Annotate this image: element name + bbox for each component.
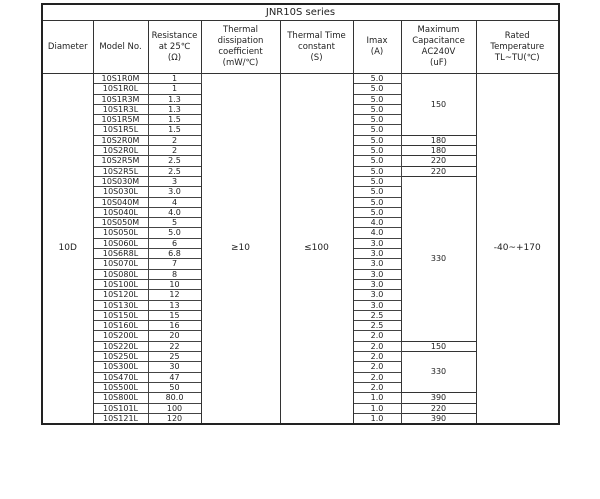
table-body [42,74,559,425]
resistance-cell: 3.0 [148,187,201,197]
imax-cell: 5.0 [353,135,401,145]
imax-cell: 3.0 [353,238,401,248]
model-cell: 10S121L [93,413,148,424]
header-time-constant [280,21,353,74]
header-line: Temperature [490,41,545,52]
dissipation-cell: ≥10 [201,74,280,425]
header-diameter: Diameter [42,21,93,74]
header-line: (S) [310,52,323,63]
resistance-cell: 1 [148,84,201,94]
model-cell: 10S800L [93,393,148,403]
resistance-cell: 16 [148,321,201,331]
header-imax [353,21,401,74]
header-model: Model No. [93,21,148,74]
resistance-cell: 5.0 [148,228,201,238]
imax-cell: 5.0 [353,115,401,125]
header-line: Thermal [222,25,258,35]
model-cell: 10S100L [93,279,148,289]
model-cell: 10S080L [93,269,148,279]
model-cell: 10S050L [93,228,148,238]
header-resistance [148,21,201,74]
model-cell: 10S1R5M [93,115,148,125]
resistance-cell: 1.5 [148,125,201,135]
model-cell: 10S050M [93,218,148,228]
capacitance-cell: 330 [401,352,476,393]
header-line: Maximum [417,25,460,35]
header-line: Rated [504,30,530,41]
resistance-cell: 4 [148,197,201,207]
imax-cell: 2.0 [353,372,401,382]
model-cell: 10S300L [93,362,148,372]
imax-cell: 2.0 [353,382,401,392]
imax-cell: 5.0 [353,156,401,166]
model-cell: 10S070L [93,259,148,269]
table-row [42,74,559,84]
capacitance-cell: 220 [401,156,476,166]
resistance-cell: 25 [148,352,201,362]
capacitance-cell: 150 [401,341,476,351]
model-cell: 10S6R8L [93,249,148,259]
header-line: (A) [370,47,384,57]
model-cell: 10S500L [93,382,148,392]
resistance-cell: 2 [148,135,201,145]
capacitance-cell: 390 [401,413,476,424]
time-constant-cell: ≤100 [280,74,353,425]
resistance-cell: 2.5 [148,166,201,176]
header-line: coefficient [218,47,263,57]
diameter-cell: 10D [42,74,93,425]
model-cell: 10S250L [93,352,148,362]
resistance-cell: 120 [148,413,201,424]
imax-cell: 5.0 [353,104,401,114]
rated-temperature-cell: -40~+170 [476,74,559,425]
resistance-cell: 6 [148,238,201,248]
imax-cell: 2.0 [353,352,401,362]
resistance-cell: 2.5 [148,156,201,166]
resistance-cell: 2 [148,146,201,156]
header-line: dissipation [217,36,264,46]
resistance-cell: 1.5 [148,115,201,125]
model-cell: 10S2R5M [93,156,148,166]
header-line: Resistance [151,30,198,41]
imax-cell: 5.0 [353,166,401,176]
resistance-cell: 30 [148,362,201,372]
resistance-cell: 1.3 [148,104,201,114]
resistance-cell: 10 [148,279,201,289]
imax-cell: 5.0 [353,197,401,207]
imax-cell: 5.0 [353,146,401,156]
header-row [42,21,559,74]
header-line: Capacitance [412,36,465,46]
imax-cell: 4.0 [353,228,401,238]
imax-cell: 5.0 [353,84,401,94]
header-line: (uF) [430,58,447,68]
model-cell: 10S1R3M [93,94,148,104]
imax-cell: 2.5 [353,321,401,331]
capacitance-cell: 390 [401,393,476,403]
resistance-cell: 1.3 [148,94,201,104]
model-cell: 10S2R0M [93,135,148,145]
resistance-cell: 6.8 [148,249,201,259]
resistance-cell: 80.0 [148,393,201,403]
resistance-cell: 12 [148,290,201,300]
imax-cell: 3.0 [353,300,401,310]
imax-cell: 2.0 [353,341,401,351]
capacitance-cell: 220 [401,403,476,413]
model-cell: 10S060L [93,238,148,248]
model-cell: 10S120L [93,290,148,300]
header-line: AC240V [421,47,456,57]
imax-cell: 5.0 [353,74,401,84]
resistance-cell: 15 [148,310,201,320]
header-line: at 25℃ [158,41,191,52]
capacitance-cell: 180 [401,135,476,145]
header-line: (mW/℃) [222,58,259,68]
jnr10s-spec-table [41,3,560,425]
resistance-cell: 1 [148,74,201,84]
model-cell: 10S040M [93,197,148,207]
imax-cell: 5.0 [353,207,401,217]
imax-cell: 3.0 [353,290,401,300]
imax-cell: 5.0 [353,187,401,197]
imax-cell: 5.0 [353,125,401,135]
capacitance-cell: 180 [401,146,476,156]
model-cell: 10S2R5L [93,166,148,176]
model-cell: 10S1R5L [93,125,148,135]
resistance-cell: 20 [148,331,201,341]
resistance-cell: 47 [148,372,201,382]
capacitance-cell: 150 [401,74,476,136]
capacitance-cell: 330 [401,176,476,341]
imax-cell: 5.0 [353,94,401,104]
imax-cell: 2.5 [353,310,401,320]
resistance-cell: 22 [148,341,201,351]
imax-cell: 5.0 [353,176,401,186]
imax-cell: 2.0 [353,331,401,341]
imax-cell: 3.0 [353,259,401,269]
header-line: Thermal Time [287,30,346,41]
imax-cell: 1.0 [353,413,401,424]
imax-cell: 1.0 [353,403,401,413]
model-cell: 10S200L [93,331,148,341]
resistance-cell: 8 [148,269,201,279]
model-cell: 10S130L [93,300,148,310]
header-line: Imax [366,36,388,46]
imax-cell: 3.0 [353,249,401,259]
model-cell: 10S040L [93,207,148,217]
resistance-cell: 50 [148,382,201,392]
header-capacitance [401,21,476,74]
model-cell: 10S1R0M [93,74,148,84]
model-cell: 10S150L [93,310,148,320]
model-cell: 10S160L [93,321,148,331]
header-line: TL~TU(℃) [494,52,540,63]
model-cell: 10S030L [93,187,148,197]
header-line: constant [298,41,335,52]
model-cell: 10S1R3L [93,104,148,114]
resistance-cell: 7 [148,259,201,269]
imax-cell: 1.0 [353,393,401,403]
header-line: (Ω) [167,52,182,63]
model-cell: 10S470L [93,372,148,382]
resistance-cell: 5 [148,218,201,228]
model-cell: 10S220L [93,341,148,351]
resistance-cell: 3 [148,176,201,186]
table-title: JNR10S series [42,4,559,21]
imax-cell: 3.0 [353,279,401,289]
model-cell: 10S030M [93,176,148,186]
resistance-cell: 13 [148,300,201,310]
imax-cell: 4.0 [353,218,401,228]
model-cell: 10S1R0L [93,84,148,94]
imax-cell: 2.0 [353,362,401,372]
capacitance-cell: 220 [401,166,476,176]
model-cell: 10S2R0L [93,146,148,156]
resistance-cell: 4.0 [148,207,201,217]
model-cell: 10S101L [93,403,148,413]
resistance-cell: 100 [148,403,201,413]
header-dissipation [201,21,280,74]
header-rated-temperature [476,21,559,74]
imax-cell: 3.0 [353,269,401,279]
